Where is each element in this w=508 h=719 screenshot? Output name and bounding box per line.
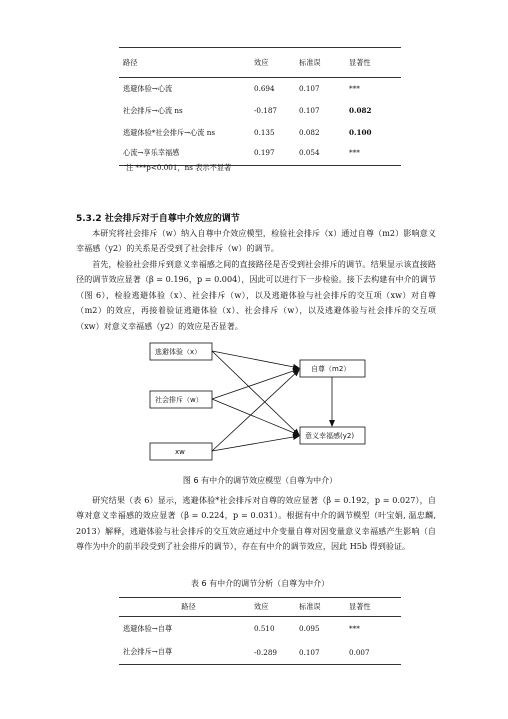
paragraph-results-text: 研究结果（表 6）显示，逃避体验*社会排斥对自尊的效应显著（β = 0.192，p = 0.027），自尊对意义幸福感的效应显著（β = 0.224，p = 0.031）。根据有中介的调节模型（叶宝娟, 温忠麟, 2013）解释，逃避体验与社会排斥的交互效应通过中介变量自尊对因变量意义幸福感产生影响（自尊作为中介的前半段受到了社会排斥的调节），存在有中介的调节效应，因此 H5b 得到验证。 <box>76 495 436 552</box>
row-path: 逃避体验*社会排斥→心流 ns <box>123 127 216 137</box>
table-header-row <box>119 598 401 617</box>
table-row <box>119 617 401 641</box>
path-effects-table <box>119 47 401 166</box>
node-xw-label: xw <box>175 448 185 456</box>
row-path: 社会排斥→心流 ns <box>123 105 183 115</box>
header-effect: 效应 <box>254 602 269 611</box>
table-row <box>119 641 401 665</box>
header-se: 标准误 <box>299 602 321 611</box>
row-effect: 0.135 <box>254 128 275 137</box>
row-effect: -0.289 <box>254 647 278 657</box>
table-note: 注 ***p<0.001，ns 表示不显著 <box>126 163 232 172</box>
row-significance: 0.007 <box>349 647 370 657</box>
row-path: 心流→享乐幸福感 <box>123 147 180 157</box>
row-se: 0.054 <box>299 148 320 158</box>
table-row <box>119 78 401 100</box>
paragraph-intro-text: 本研究将社会排斥（w）纳入自尊中介效应模型，检验社会排斥（x）通过自尊（m2）影响意义幸福感（y2）的关系是否受到了社会排斥（w）的调节。 <box>76 228 436 254</box>
table-caption: 表 6 有中介的调节分析（自尊为中介） <box>190 579 330 588</box>
paragraph-method-text: 首先，检验社会排斥到意义幸福感之间的直接路径是否受到社会排斥的调节。结果显示该直接路径的调节效应显著（β = 0.196，p = 0.004），因此可以进行下一步检验。接下去构建有中介的调节（图 6），检验逃避体验（x）、社会排斥（w），以及逃避体验与社会排斥的交互项（xw）对自尊（m2）的效应，再接着验证逃避体验（x）、社会排斥（w），以及逃避体验与社会排斥的交互项（xw）对意义幸福感（y2）的效应是否显著。 <box>76 259 436 331</box>
node-x-label: 逃避体验（x） <box>155 348 202 356</box>
path-xw-to-m2 <box>212 370 299 451</box>
header-significance: 显著性 <box>349 57 371 67</box>
figure-caption: 图 6 有中介的调节效应模型（自尊为中介） <box>182 476 338 485</box>
moderated-mediation-diagram <box>145 333 380 467</box>
path-w-to-y2 <box>212 399 299 435</box>
path-x-to-y2 <box>212 351 299 435</box>
path-xw-to-y2 <box>212 436 299 451</box>
node-w-label: 社会排斥（w） <box>155 396 203 404</box>
row-path: 社会排斥→自尊 <box>123 647 173 657</box>
row-se: 0.095 <box>299 624 320 634</box>
row-effect: -0.187 <box>254 106 278 115</box>
row-se: 0.107 <box>299 106 320 115</box>
row-se: 0.107 <box>299 84 320 94</box>
path-w-to-m2 <box>212 369 299 399</box>
path-x-to-m2 <box>212 351 299 368</box>
row-effect: 0.510 <box>254 624 275 634</box>
header-se: 标准误 <box>299 57 321 67</box>
header-path: 路径 <box>181 602 196 611</box>
header-significance: 显著性 <box>349 602 371 611</box>
node-y2-label: 意义幸福感(y2) <box>305 432 355 440</box>
row-significance: *** <box>349 84 360 94</box>
table-row <box>119 100 401 122</box>
table-header-row <box>119 48 401 78</box>
row-significance: 0.082 <box>349 106 372 115</box>
node-m2-label: 自尊（m2） <box>311 365 351 373</box>
header-path: 路径 <box>123 57 138 67</box>
row-significance: *** <box>349 624 360 634</box>
row-path: 逃避体验→自尊 <box>123 623 173 633</box>
paragraph-results <box>76 493 436 555</box>
row-significance: 0.100 <box>349 128 372 137</box>
moderated-mediation-table <box>119 597 401 665</box>
row-se: 0.082 <box>299 128 320 137</box>
row-effect: 0.197 <box>254 148 275 158</box>
paragraph-method <box>76 257 436 334</box>
section-heading: 5.3.2 社会排斥对于自尊中介效应的调节 <box>76 214 240 224</box>
paragraph-intro <box>76 226 436 257</box>
header-effect: 效应 <box>254 57 269 67</box>
table-row <box>119 122 401 144</box>
row-path: 逃避体验→心流 <box>123 83 173 93</box>
row-se: 0.107 <box>299 647 320 657</box>
row-effect: 0.694 <box>254 84 275 94</box>
row-significance: *** <box>349 148 360 158</box>
